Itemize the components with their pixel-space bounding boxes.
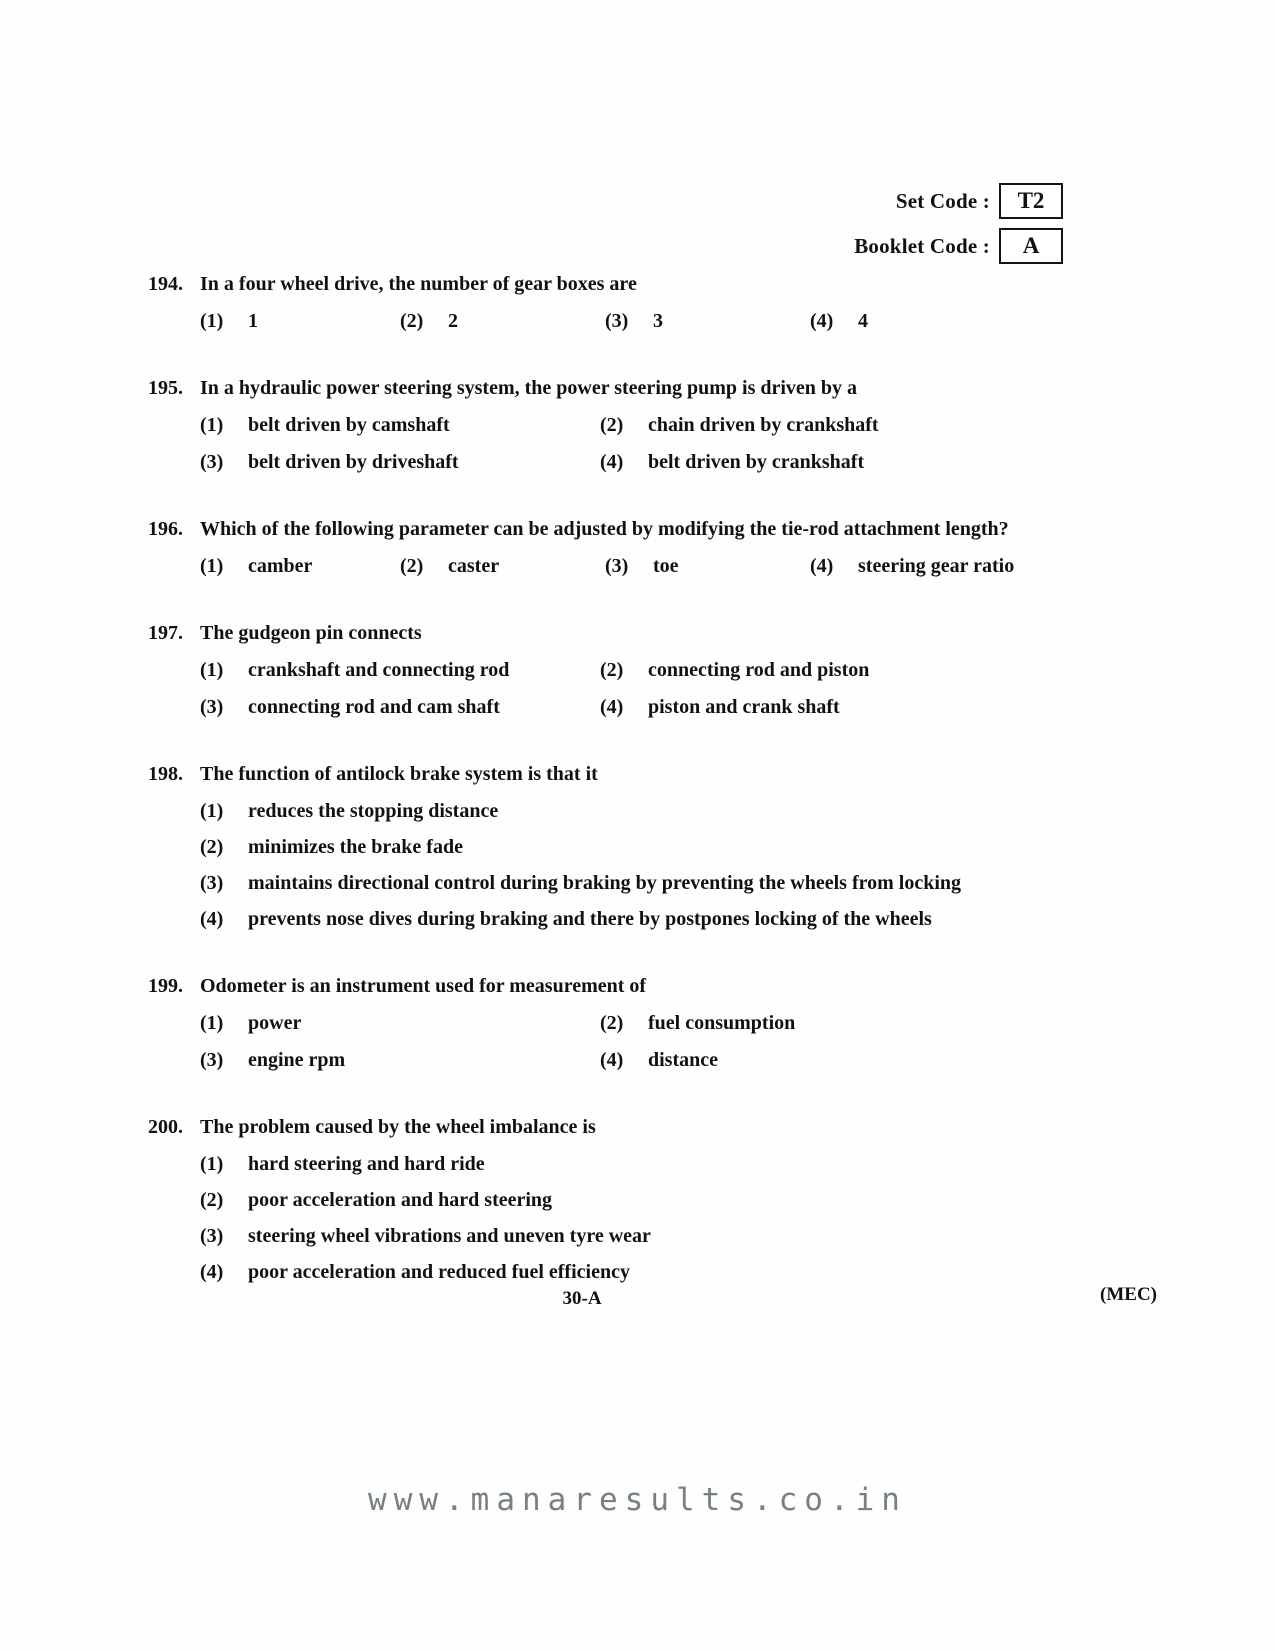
option-number: (4) — [810, 555, 834, 577]
option-item — [200, 309, 400, 334]
option-number: (1) — [200, 310, 224, 332]
option-number: (2) — [400, 310, 424, 332]
option-text: steering wheel vibrations and uneven tyre wear — [248, 1225, 651, 1247]
question-line — [148, 974, 1175, 999]
question-text: Which of the following parameter can be adjusted by modifying the tie-rod attachment length? — [200, 518, 1009, 540]
option-item — [200, 658, 600, 683]
option-item — [200, 1260, 1175, 1285]
option-number: (2) — [200, 836, 224, 858]
question-number: 197. — [148, 622, 183, 644]
question-block — [148, 517, 1175, 579]
option-item — [600, 658, 1175, 683]
option-text: prevents nose dives during braking and there by postpones locking of the wheels — [248, 908, 932, 930]
option-item — [605, 554, 810, 579]
question-number: 198. — [148, 763, 183, 785]
option-item — [200, 1224, 1175, 1249]
option-text: belt driven by crankshaft — [648, 451, 865, 473]
options-row — [200, 1152, 1175, 1285]
option-number: (4) — [200, 908, 224, 930]
option-number: (3) — [200, 451, 224, 473]
option-text: caster — [448, 555, 500, 577]
option-item — [600, 413, 1175, 438]
option-item — [200, 413, 600, 438]
set-code-value-box: T2 — [999, 183, 1063, 219]
question-block — [148, 762, 1175, 932]
option-text: power — [248, 1012, 302, 1034]
option-item — [200, 1048, 600, 1073]
option-text: connecting rod and piston — [648, 659, 870, 681]
option-number: (1) — [200, 414, 224, 436]
option-number: (2) — [600, 1012, 624, 1034]
options-row — [200, 309, 1175, 334]
question-block — [148, 376, 1175, 475]
question-block — [148, 974, 1175, 1073]
question-number: 199. — [148, 975, 183, 997]
question-number: 196. — [148, 518, 183, 540]
option-number: (1) — [200, 800, 224, 822]
question-block — [148, 1115, 1175, 1285]
option-item — [600, 1011, 1175, 1036]
option-text: piston and crank shaft — [648, 696, 840, 718]
options-row — [200, 658, 1175, 720]
question-text: In a four wheel drive, the number of gear boxes are — [200, 273, 637, 295]
option-item — [810, 554, 1175, 579]
option-text: belt driven by driveshaft — [248, 451, 459, 473]
option-item — [200, 835, 1175, 860]
option-item — [810, 309, 1175, 334]
option-item — [200, 554, 400, 579]
option-number: (3) — [605, 310, 629, 332]
option-item — [600, 1048, 1175, 1073]
question-text: The gudgeon pin connects — [200, 622, 422, 644]
option-item — [200, 907, 1175, 932]
option-number: (1) — [200, 1153, 224, 1175]
option-item — [200, 1011, 600, 1036]
question-line — [148, 376, 1175, 401]
option-number: (1) — [200, 1012, 224, 1034]
question-text: The problem caused by the wheel imbalance is — [200, 1116, 596, 1138]
option-text: engine rpm — [248, 1049, 346, 1071]
question-line — [148, 621, 1175, 646]
option-number: (4) — [600, 696, 624, 718]
option-number: (4) — [200, 1261, 224, 1283]
option-text: reduces the stopping distance — [248, 800, 499, 822]
option-number: (1) — [200, 555, 224, 577]
question-line — [148, 272, 1175, 297]
option-text: hard steering and hard ride — [248, 1153, 485, 1175]
question-text: Odometer is an instrument used for measurement of — [200, 975, 647, 997]
option-item — [605, 309, 810, 334]
option-text: distance — [648, 1049, 718, 1071]
option-text: camber — [248, 555, 313, 577]
option-text: crankshaft and connecting rod — [248, 659, 510, 681]
option-text: poor acceleration and reduced fuel efficiency — [248, 1261, 630, 1283]
booklet-code-row — [854, 228, 1063, 264]
option-text: 3 — [653, 310, 663, 332]
option-item — [600, 695, 1175, 720]
option-item — [200, 871, 1175, 896]
footer-stream-code: (MEC) — [1100, 1284, 1157, 1305]
question-block — [148, 621, 1175, 720]
footer-page-code: 30-A — [562, 1288, 602, 1309]
option-item — [400, 309, 605, 334]
question-number: 195. — [148, 377, 183, 399]
booklet-code-label: Booklet Code : — [854, 233, 990, 258]
option-number: (3) — [200, 872, 224, 894]
option-number: (2) — [200, 1189, 224, 1211]
code-block — [854, 183, 1063, 273]
option-text: maintains directional control during braking by preventing the wheels from locking — [248, 872, 962, 894]
option-text: toe — [653, 555, 679, 577]
option-item — [600, 450, 1175, 475]
option-item — [400, 554, 605, 579]
option-number: (3) — [200, 1225, 224, 1247]
option-number: (1) — [200, 659, 224, 681]
watermark-url: www.manaresults.co.in — [368, 1482, 907, 1518]
question-number: 200. — [148, 1116, 183, 1138]
question-text: The function of antilock brake system is that it — [200, 763, 598, 785]
set-code-row — [854, 183, 1063, 219]
option-item — [200, 799, 1175, 824]
option-number: (2) — [600, 659, 624, 681]
option-number: (3) — [200, 696, 224, 718]
option-item — [200, 1152, 1175, 1177]
option-number: (4) — [810, 310, 834, 332]
option-text: poor acceleration and hard steering — [248, 1189, 553, 1211]
option-text: belt driven by camshaft — [248, 414, 450, 436]
question-block — [148, 272, 1175, 334]
option-text: minimizes the brake fade — [248, 836, 463, 858]
options-row — [200, 1011, 1175, 1073]
option-text: steering gear ratio — [858, 555, 1015, 577]
option-number: (3) — [200, 1049, 224, 1071]
question-line — [148, 762, 1175, 787]
set-code-label: Set Code : — [895, 188, 990, 213]
option-item — [200, 450, 600, 475]
option-item — [200, 1188, 1175, 1213]
option-number: (4) — [600, 1049, 624, 1071]
options-row — [200, 554, 1175, 579]
question-line — [148, 1115, 1175, 1140]
option-number: (2) — [400, 555, 424, 577]
option-number: (3) — [605, 555, 629, 577]
option-item — [200, 695, 600, 720]
option-text: 4 — [858, 310, 868, 332]
option-text: connecting rod and cam shaft — [248, 696, 500, 718]
booklet-code-value-box: A — [999, 228, 1063, 264]
options-row — [200, 413, 1175, 475]
option-number: (2) — [600, 414, 624, 436]
option-number: (4) — [600, 451, 624, 473]
option-text: 1 — [248, 310, 258, 332]
question-line — [148, 517, 1175, 542]
questions — [148, 272, 1175, 1327]
option-text: chain driven by crankshaft — [648, 414, 879, 436]
option-text: 2 — [448, 310, 458, 332]
question-number: 194. — [148, 273, 183, 295]
option-text: fuel consumption — [648, 1012, 796, 1034]
question-text: In a hydraulic power steering system, the power steering pump is driven by a — [200, 377, 858, 399]
options-row — [200, 799, 1175, 932]
